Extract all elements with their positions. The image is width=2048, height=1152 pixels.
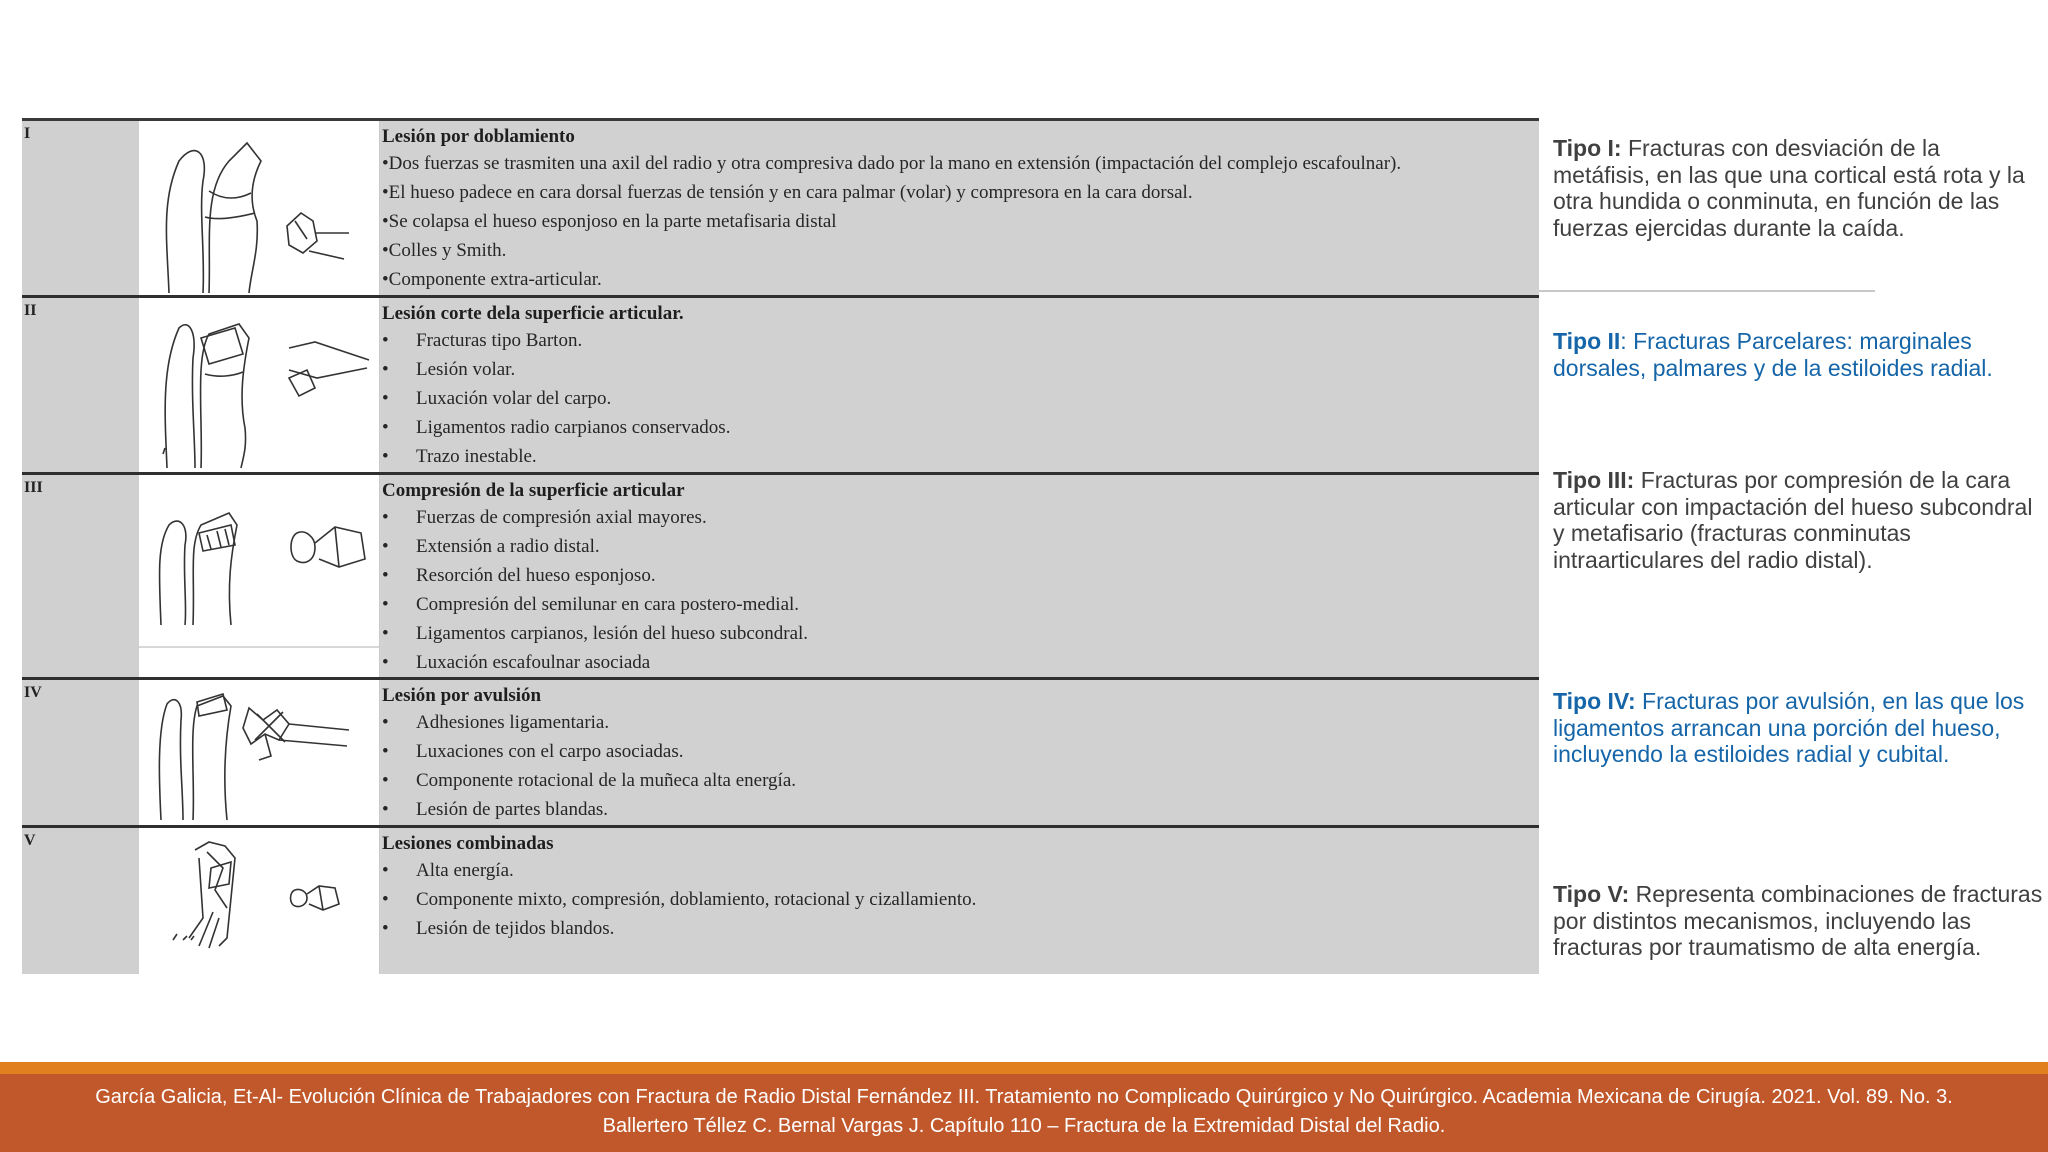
list-item: •Dos fuerzas se trasmiten una axil del radio y otra compresiva dado por la mano en extensión (impactación del complejo escafoulnar). — [382, 153, 1402, 174]
list-item: • Adhesiones ligamentaria. — [382, 712, 610, 733]
table-row-type-2 — [22, 298, 1539, 475]
list-item: • Ligamentos radio carpianos conservados. — [382, 417, 731, 438]
fracture-drawing-type-4 — [139, 680, 380, 825]
list-item: • Luxación volar del carpo. — [382, 388, 612, 409]
list-item: • Lesión volar. — [382, 359, 516, 380]
list-item: • Trazo inestable. — [382, 446, 537, 467]
description-type-5: Tipo V: Representa combinaciones de fracturas por distintos mecanismos, incluyendo las fracturas por traumatismo de alta energía. — [1553, 881, 2043, 960]
description-type-2: Tipo II: Fracturas Parcelares: marginales dorsales, palmares y de la estiloides radial. — [1553, 328, 1993, 381]
list-item: • Fracturas tipo Barton. — [382, 330, 583, 351]
description-type-1: Tipo I: Fracturas con desviación de la metáfisis, en las que una cortical está rota y la otra hundida o conminuta, en función de las fuerzas ejercidas durante la caída. — [1553, 135, 2025, 241]
list-item: • Compresión del semilunar en cara postero-medial. — [382, 594, 800, 615]
fracture-drawing-type-3 — [139, 475, 380, 677]
table-row-type-1 — [22, 121, 1539, 298]
row-number: IV — [24, 684, 42, 701]
footer-citation — [0, 1074, 2048, 1152]
list-item: • Componente rotacional de la muñeca alta energía. — [382, 770, 797, 791]
divider — [1539, 290, 1875, 292]
row-number: I — [24, 125, 31, 142]
row-number: V — [24, 832, 36, 849]
table-row-type-5 — [22, 828, 1539, 974]
list-item: • Luxaciones con el carpo asociadas. — [382, 741, 684, 762]
list-item: •El hueso padece en cara dorsal fuerzas de tensión y en cara palmar (volar) y compresora en la cara dorsal. — [382, 182, 1193, 203]
row-title: Lesión corte dela superficie articular. — [382, 303, 684, 324]
list-item: • Ligamentos carpianos, lesión del hueso subcondral. — [382, 623, 809, 644]
row-number: II — [24, 302, 37, 319]
row-title: Lesiones combinadas — [382, 833, 554, 854]
list-item: • Luxación escafoulnar asociada — [382, 652, 651, 673]
row-number: III — [24, 479, 43, 496]
fracture-drawing-type-5 — [139, 828, 380, 974]
row-title: Lesión por avulsión — [382, 685, 542, 706]
table-row-type-3 — [22, 475, 1539, 680]
fracture-drawing-type-2 — [139, 298, 380, 472]
list-item: • Resorción del hueso esponjoso. — [382, 565, 656, 586]
footer-accent-strip — [0, 1062, 2048, 1074]
list-item: •Colles y Smith. — [382, 240, 507, 261]
list-item: • Extensión a radio distal. — [382, 536, 600, 557]
list-item: •Se colapsa el hueso esponjoso en la parte metafisaria distal — [382, 211, 837, 232]
list-item: • Lesión de tejidos blandos. — [382, 918, 615, 939]
description-type-3: Tipo III: Fracturas por compresión de la cara articular con impactación del hueso subcondral y metafisario (fracturas conminutas intraarticulares del radio distal). — [1553, 467, 2033, 573]
list-item: • Fuerzas de compresión axial mayores. — [382, 507, 707, 528]
table-row-type-4 — [22, 680, 1539, 828]
list-item: • Alta energía. — [382, 860, 514, 881]
list-item: •Componente extra-articular. — [382, 269, 602, 290]
fernandez-classification-table — [22, 118, 1539, 974]
fracture-drawing-type-1 — [139, 121, 380, 295]
row-title: Lesión por doblamiento — [382, 126, 575, 147]
list-item: • Lesión de partes blandas. — [382, 799, 609, 820]
list-item: • Componente mixto, compresión, doblamiento, rotacional y cizallamiento. — [382, 889, 977, 910]
citation-line-1: García Galicia, Et-Al- Evolución Clínica de Trabajadores con Fractura de Radio Distal Fernández III. Tratamiento no Complicado Quirúrgico y No Quirúrgico. Academia Mexicana de Cirugía. 2021. Vol. 89. No. 3. — [95, 1086, 1953, 1108]
citation-line-2: Ballertero Téllez C. Bernal Vargas J. Capítulo 110 – Fractura de la Extremidad Distal del Radio. — [602, 1115, 1446, 1137]
description-type-4: Tipo IV: Fracturas por avulsión, en las que los ligamentos arrancan una porción del hueso, incluyendo la estiloides radial y cubital. — [1553, 688, 2025, 767]
row-title: Compresión de la superficie articular — [382, 480, 685, 501]
